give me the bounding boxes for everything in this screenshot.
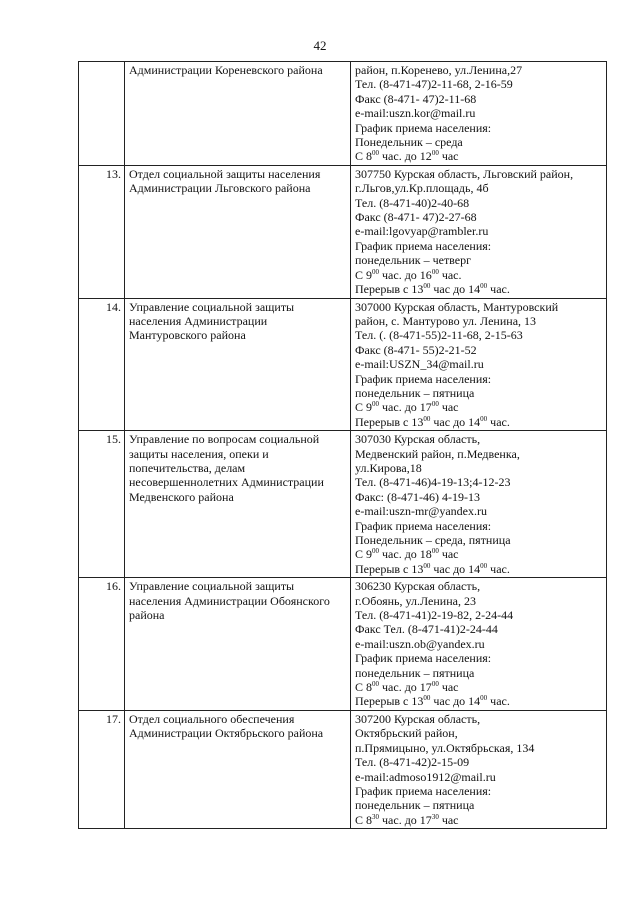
address-line: Октябрьский район, bbox=[355, 726, 458, 741]
address-line: 307000 Курская область, Мантуровский bbox=[355, 299, 559, 314]
phone-line: Тел. (8-471-46)4-19-13;4-12-23 bbox=[355, 475, 511, 490]
agency-name: Управление социальной защиты населения Администрации Мантуровского района bbox=[125, 298, 351, 431]
schedule-hours-post: час bbox=[438, 812, 459, 827]
schedule-days: понедельник – пятница bbox=[355, 798, 475, 813]
schedule-break-pre: Перерыв с 13 bbox=[355, 561, 424, 576]
phone-line: Тел. (8-471-42)2-15-09 bbox=[355, 755, 470, 770]
schedule-title: График приема населения: bbox=[355, 371, 492, 386]
schedule-hours-mid: час. до 18 bbox=[379, 547, 432, 562]
schedule-days: понедельник – пятница bbox=[355, 665, 475, 680]
email-line: e-mail:admoso1912@mail.ru bbox=[355, 769, 496, 784]
schedule-break-mid: час до 14 bbox=[430, 561, 481, 576]
schedule-hours-from-sup: 00 bbox=[372, 149, 380, 158]
schedule-break-to-sup: 00 bbox=[480, 694, 488, 703]
phone-line: Тел. (8-471-40)2-40-68 bbox=[355, 195, 470, 210]
row-number: 13. bbox=[79, 165, 125, 298]
schedule-break bbox=[355, 415, 603, 429]
schedule-title: График приема населения: bbox=[355, 238, 492, 253]
schedule-hours bbox=[355, 813, 603, 827]
row-number: 17. bbox=[79, 710, 125, 828]
schedule-hours-post: час bbox=[438, 547, 459, 562]
schedule-hours-to-sup: 00 bbox=[431, 400, 439, 409]
schedule-hours-pre: С 8 bbox=[355, 680, 373, 695]
address-line: 307750 Курская область, Льговский район, bbox=[355, 166, 574, 181]
schedule-break-post: час. bbox=[487, 561, 510, 576]
address-line: 306230 Курская область, bbox=[355, 579, 481, 594]
schedule-break-pre: Перерыв с 13 bbox=[355, 694, 424, 709]
phone-line: Тел. (8-471-41)2-19-82, 2-24-44 bbox=[355, 608, 514, 623]
row-number: 14. bbox=[79, 298, 125, 431]
schedule-break bbox=[355, 694, 603, 708]
agency-name: Отдел социального обеспечения Администрации Октябрьского района bbox=[125, 710, 351, 828]
fax-line: Факс (8-471- 47)2-27-68 bbox=[355, 210, 477, 225]
schedule-hours-to-sup: 30 bbox=[431, 812, 439, 821]
agency-name: Управление по вопросам социальной защиты населения, опеки и попечительства, делам несовершеннолетних Администрации Медвенского района bbox=[125, 431, 351, 578]
schedule-break-from-sup: 00 bbox=[423, 414, 431, 423]
schedule-hours-from-sup: 00 bbox=[372, 400, 380, 409]
schedule-hours-pre: С 9 bbox=[355, 400, 373, 415]
address-line: ул.Кирова,18 bbox=[355, 460, 422, 475]
email-line: e-mail:lgovyap@rambler.ru bbox=[355, 224, 489, 239]
address-line: Медвенский район, п.Медвенка, bbox=[355, 446, 520, 461]
email-line: e-mail:uszn.ob@yandex.ru bbox=[355, 636, 485, 651]
schedule-hours-from-sup: 00 bbox=[372, 547, 380, 556]
schedule-hours bbox=[355, 268, 603, 282]
fax-line: Факс (8-471- 55)2-21-52 bbox=[355, 342, 477, 357]
schedule-hours-post: час bbox=[438, 680, 459, 695]
schedule-hours-mid: час. до 17 bbox=[379, 400, 432, 415]
agencies-table bbox=[78, 61, 607, 829]
email-line: e-mail:uszn-mr@yandex.ru bbox=[355, 504, 488, 519]
schedule-break-post: час. bbox=[487, 694, 510, 709]
table-row bbox=[79, 165, 607, 298]
row-number: 15. bbox=[79, 431, 125, 578]
table-row bbox=[79, 710, 607, 828]
schedule-break-from-sup: 00 bbox=[423, 282, 431, 291]
address-line: г.Льгов,ул.Кр.площадь, 4б bbox=[355, 181, 489, 196]
schedule-title: График приема населения: bbox=[355, 518, 492, 533]
schedule-hours-pre: С 8 bbox=[355, 149, 373, 164]
fax-line: Факс Тел. (8-471-41)2-24-44 bbox=[355, 622, 498, 637]
schedule-hours-post: час bbox=[438, 400, 459, 415]
schedule-hours-from-sup: 00 bbox=[372, 267, 380, 276]
schedule-title: График приема населения: bbox=[355, 651, 492, 666]
schedule-hours-to-sup: 00 bbox=[431, 267, 439, 276]
schedule-break-to-sup: 00 bbox=[480, 282, 488, 291]
schedule-hours-to-sup: 00 bbox=[431, 149, 439, 158]
schedule-break-post: час. bbox=[487, 414, 510, 429]
row-number bbox=[79, 62, 125, 166]
schedule-break-post: час. bbox=[487, 282, 510, 297]
schedule-break-from-sup: 00 bbox=[423, 561, 431, 570]
schedule-break-pre: Перерыв с 13 bbox=[355, 282, 424, 297]
schedule-days: Понедельник – среда bbox=[355, 135, 463, 150]
table-row bbox=[79, 578, 607, 711]
schedule-hours-mid: час. до 17 bbox=[379, 812, 432, 827]
schedule-hours-pre: С 9 bbox=[355, 267, 373, 282]
schedule-hours bbox=[355, 680, 603, 694]
agencies-table-body bbox=[79, 62, 607, 829]
schedule-hours-pre: С 9 bbox=[355, 547, 373, 562]
address-line: 307030 Курская область, bbox=[355, 432, 481, 447]
schedule-break bbox=[355, 562, 603, 576]
fax-line: Факс: (8-471-46) 4-19-13 bbox=[355, 489, 480, 504]
agency-name: Администрации Кореневского района bbox=[125, 62, 351, 166]
schedule-break-mid: час до 14 bbox=[430, 414, 481, 429]
address-line: п.Прямицыно, ул.Октябрьская, 134 bbox=[355, 740, 535, 755]
agency-contacts bbox=[351, 578, 607, 711]
schedule-hours-to-sup: 00 bbox=[431, 547, 439, 556]
email-line: e-mail:USZN_34@mail.ru bbox=[355, 357, 484, 372]
schedule-hours bbox=[355, 547, 603, 561]
phone-line: Тел. (. (8-471-55)2-11-68, 2-15-63 bbox=[355, 328, 523, 343]
schedule-hours bbox=[355, 400, 603, 414]
schedule-hours-from-sup: 00 bbox=[372, 680, 380, 689]
schedule-hours-post: час. bbox=[438, 267, 462, 282]
schedule-break bbox=[355, 282, 603, 296]
agency-name: Управление социальной защиты населения Администрации Обоянского района bbox=[125, 578, 351, 711]
agency-contacts bbox=[351, 165, 607, 298]
schedule-days: понедельник – четверг bbox=[355, 253, 472, 268]
agency-contacts bbox=[351, 298, 607, 431]
agency-contacts bbox=[351, 431, 607, 578]
table-row bbox=[79, 62, 607, 166]
agency-contacts bbox=[351, 62, 607, 166]
table-row bbox=[79, 431, 607, 578]
schedule-break-to-sup: 00 bbox=[480, 561, 488, 570]
schedule-break-pre: Перерыв с 13 bbox=[355, 414, 424, 429]
agency-name: Отдел социальной защиты населения Администрации Льговского района bbox=[125, 165, 351, 298]
schedule-hours-pre: С 8 bbox=[355, 812, 373, 827]
schedule-hours bbox=[355, 149, 603, 163]
schedule-hours-mid: час. до 16 bbox=[379, 267, 432, 282]
phone-line: Тел. (8-471-47)2-11-68, 2-16-59 bbox=[355, 77, 513, 92]
schedule-break-mid: час до 14 bbox=[430, 694, 481, 709]
page-number: 42 bbox=[313, 38, 327, 53]
schedule-break-from-sup: 00 bbox=[423, 694, 431, 703]
schedule-days: Понедельник – среда, пятница bbox=[355, 533, 511, 547]
schedule-hours-mid: час. до 12 bbox=[379, 149, 432, 164]
schedule-hours-to-sup: 00 bbox=[431, 680, 439, 689]
schedule-days: понедельник – пятница bbox=[355, 385, 475, 400]
schedule-hours-from-sup: 30 bbox=[372, 812, 380, 821]
schedule-hours-post: час bbox=[438, 149, 459, 164]
schedule-hours-mid: час. до 17 bbox=[379, 680, 432, 695]
address-line: район, с. Мантурово ул. Ленина, 13 bbox=[355, 313, 537, 328]
fax-line: Факс (8-471- 47)2-11-68 bbox=[355, 91, 477, 106]
row-number: 16. bbox=[79, 578, 125, 711]
address-line: г.Обоянь, ул.Ленина, 23 bbox=[355, 593, 476, 608]
address-line: 307200 Курская область, bbox=[355, 711, 481, 726]
schedule-break-mid: час до 14 bbox=[430, 282, 481, 297]
email-line: e-mail:uszn.kor@mail.ru bbox=[355, 106, 476, 121]
schedule-break-to-sup: 00 bbox=[480, 414, 488, 423]
table-row bbox=[79, 298, 607, 431]
agency-contacts bbox=[351, 710, 607, 828]
schedule-title: График приема населения: bbox=[355, 783, 492, 798]
schedule-title: График приема населения: bbox=[355, 120, 492, 135]
address-line: район, п.Коренево, ул.Ленина,27 bbox=[355, 63, 523, 77]
